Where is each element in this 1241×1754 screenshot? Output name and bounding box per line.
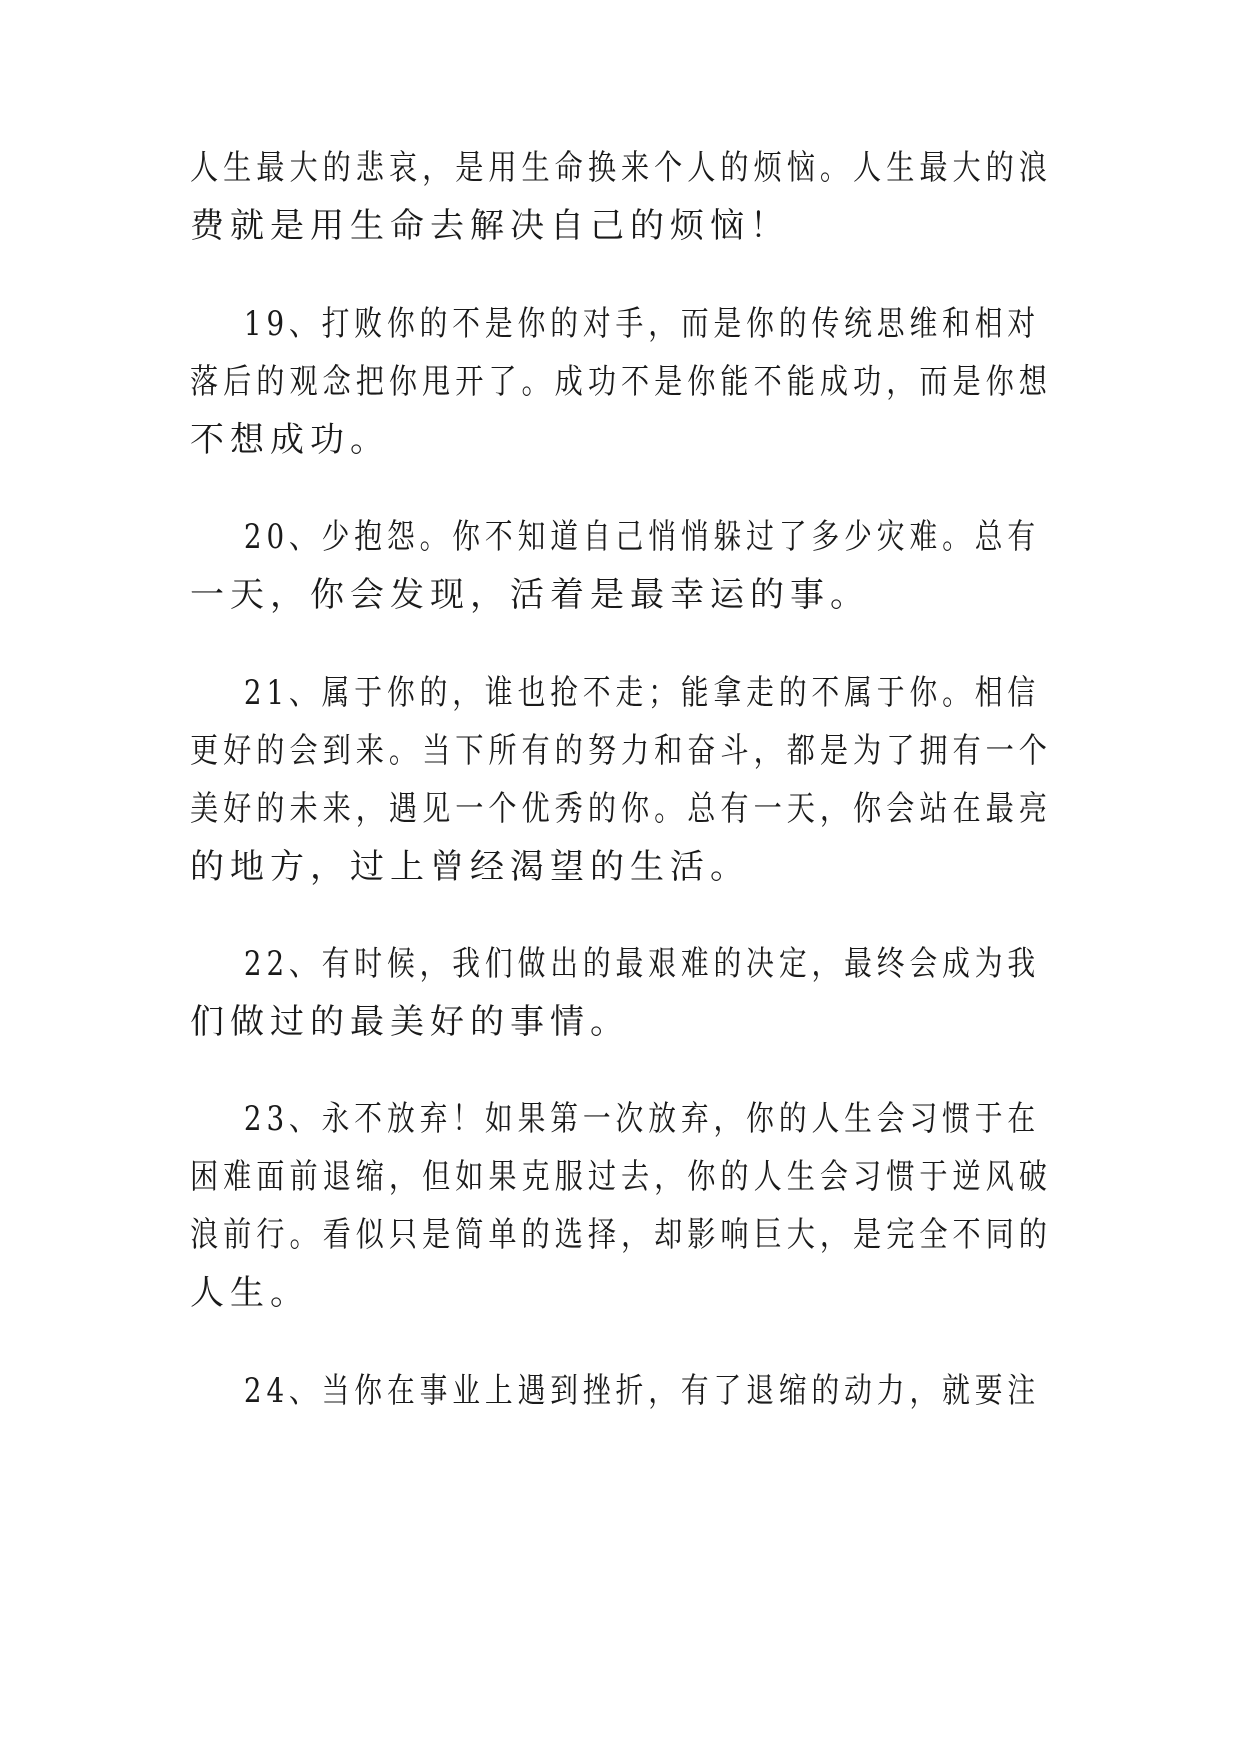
paragraph-21: [190, 664, 1052, 896]
text-line: 浪前行。看似只是简单的选择，却影响巨大，是完全不同的: [190, 1215, 1052, 1255]
text-line: 22、有时候，我们做出的最艰难的决定，最终会成为我: [243, 944, 1041, 984]
text-line: 的地方，过上曾经渴望的生活。: [190, 847, 750, 887]
paragraph-intro: [190, 139, 1052, 255]
text-line: 人生。: [190, 1273, 310, 1313]
text-line: 落后的观念把你甩开了。成功不是你能不能成功，而是你想: [190, 362, 1052, 402]
text-line: 不想成功。: [190, 420, 390, 460]
paragraph-19: [190, 295, 1052, 469]
text-line: 24、当你在事业上遇到挫折，有了退缩的动力，就要注: [243, 1371, 1041, 1411]
text-line: 23、永不放弃！如果第一次放弃，你的人生会习惯于在: [243, 1099, 1041, 1139]
paragraph-23: [190, 1090, 1052, 1322]
paragraph-24: [190, 1362, 1052, 1420]
text-line: 人生最大的悲哀，是用生命换来个人的烦恼。人生最大的浪: [190, 148, 1052, 188]
text-line: 们做过的最美好的事情。: [190, 1002, 630, 1042]
text-line: 21、属于你的，谁也抢不走；能拿走的不属于你。相信: [243, 673, 1041, 713]
text-line: 美好的未来，遇见一个优秀的你。总有一天，你会站在最亮: [190, 789, 1052, 829]
text-line: 一天，你会发现，活着是最幸运的事。: [190, 575, 870, 615]
text-line: 费就是用生命去解决自己的烦恼！: [190, 206, 790, 246]
text-line: 20、少抱怨。你不知道自己悄悄躲过了多少灾难。总有: [243, 517, 1041, 557]
text-line: 19、打败你的不是你的对手，而是你的传统思维和相对: [243, 304, 1041, 344]
text-line: 困难面前退缩，但如果克服过去，你的人生会习惯于逆风破: [190, 1157, 1052, 1197]
paragraph-22: [190, 935, 1052, 1051]
text-line: 更好的会到来。当下所有的努力和奋斗，都是为了拥有一个: [190, 731, 1052, 771]
paragraph-20: [190, 508, 1052, 624]
